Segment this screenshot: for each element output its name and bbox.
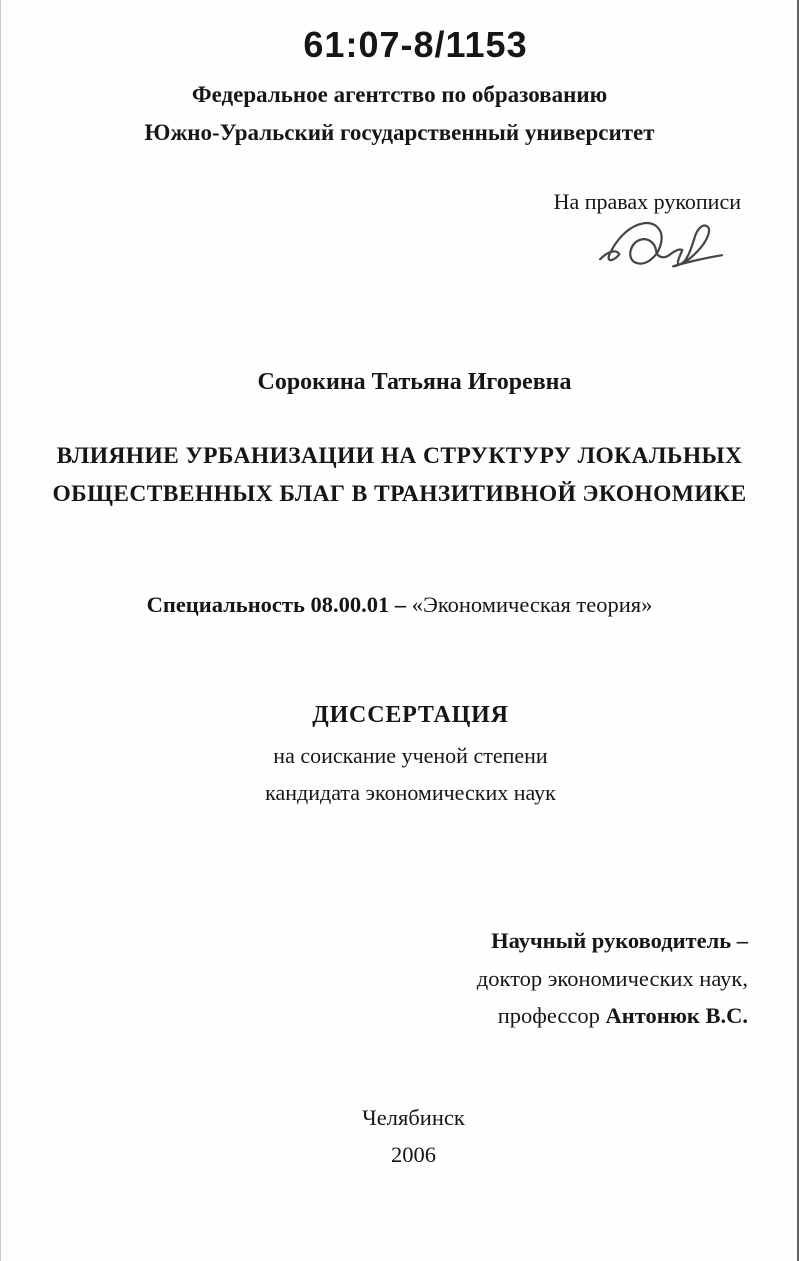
dissertation-title-line-2: ОБЩЕСТВЕННЫХ БЛАГ В ТРАНЗИТИВНОЙ ЭКОНОМИКЕ [52,481,747,507]
work-type-heading: ДИССЕРТАЦИЯ [312,702,509,728]
supervisor-label: Научный руководитель – [491,928,748,953]
university-name: Южно-Уральский государственный университет [144,120,655,145]
supervisor-name: Антонюк В.С. [605,1003,748,1028]
supervisor-name-line [477,997,748,1035]
degree-purpose-line-1: на соискание ученой степени [273,743,548,768]
dissertation-title-line-1: ВЛИЯНИЕ УРБАНИЗАЦИИ НА СТРУКТУРУ ЛОКАЛЬНЫХ [56,443,743,469]
signature-icon [594,212,726,276]
specialty-line [0,592,799,618]
manuscript-rights-note: На правах рукописи [553,189,741,214]
specialty-value: «Экономическая теория» [411,592,653,617]
city-name: Челябинск [362,1105,465,1130]
catalog-number: 61:07-8/1153 [303,24,528,65]
publication-year: 2006 [391,1142,436,1167]
supervisor-degree: доктор экономических наук, [476,965,748,991]
agency-name: Федеральное агентство по образованию [191,82,608,107]
scan-left-edge [0,0,1,1261]
degree-purpose-line-2: кандидата экономических наук [265,780,556,805]
supervisor-title-prefix: профессор [497,1003,606,1028]
supervisor-block [477,922,748,1035]
specialty-code-label: Специальность 08.00.01 – [146,592,412,617]
author-name: Сорокина Татьяна Игоревна [257,369,572,395]
